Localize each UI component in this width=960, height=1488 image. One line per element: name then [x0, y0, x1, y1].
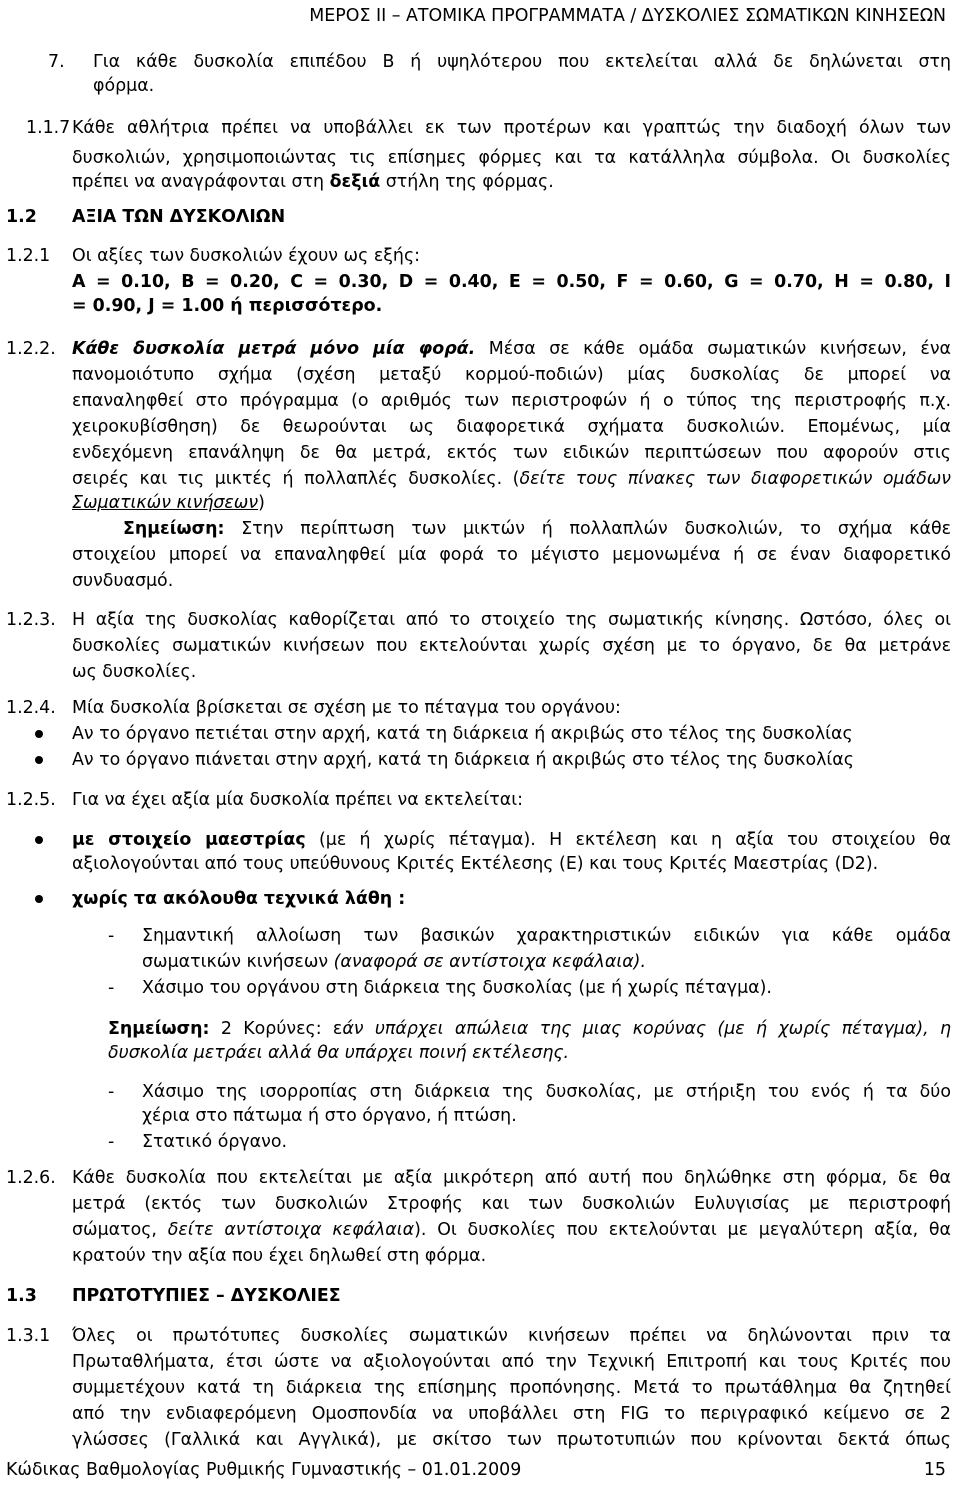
s125-dash1-line1: Σημαντική αλλοίωση των βασικών χαρακτηριστικών ειδικών για κάθε ομάδα [142, 926, 951, 946]
s123-line2: δυσκολίες σωματικών κινήσεων που εκτελούνται χωρίς σχέση με το όργανο, δε θα μετράνε [72, 636, 951, 656]
section-heading: ΠΡΩΤΟΤΥΠΙΕΣ – ΔΥΣΚΟΛΙΕΣ [72, 1286, 341, 1306]
dash-marker: - [108, 1082, 115, 1102]
s123-line3: ως δυσκολίες. [72, 662, 197, 682]
s117-line3: πρέπει να αναγράφονται στη δεξιά στήλη της φόρμας. [72, 172, 554, 192]
s122-line6: σειρές και τις μικτές ή πολλαπλές δυσκολίες. (δείτε τους πίνακες των διαφορετικών ομάδων [72, 469, 951, 489]
s125-dash4: Στατικό όργανο. [142, 1132, 288, 1152]
s124-bullet2: Αν το όργανο πιάνεται στην αρχή, κατά τη διάρκεια ή ακριβώς στο τέλος της δυσκολίας [72, 750, 854, 770]
s122-note-line2: στοιχείου μπορεί να επαναληφθεί μία φορά το μέγιστο μεμονωμένα ή σε έναν διαφορετικό [72, 545, 951, 565]
s125-dash2: Χάσιμο του οργάνου στη διάρκεια της δυσκολίας (με ή χωρίς πέταγμα). [142, 978, 772, 998]
s125-note-line1: Σημείωση: 2 Κορύνες: εάν υπάρχει απώλεια της μιας κορύνας (με ή χωρίς πέταγμα), η [108, 1019, 952, 1039]
item7-line1: Για κάθε δυσκολία επιπέδου B ή υψηλότερου που εκτελείται αλλά δε δηλώνεται στη [93, 52, 951, 72]
section-heading: ΑΞΙΑ ΤΩΝ ΔΥΣΚΟΛΙΩΝ [72, 207, 286, 227]
s124-line1: Μία δυσκολία βρίσκεται σε σχέση με το πέταγμα του οργάνου: [72, 698, 621, 718]
bullet-icon [35, 756, 43, 764]
dash-marker: - [108, 1132, 115, 1152]
section-number: 1.2.5. [6, 790, 56, 810]
s117-line1: Κάθε αθλήτρια πρέπει να υποβάλλει εκ των προτέρων και γραπτώς την διαδοχή όλων των [72, 118, 951, 138]
section-number: 1.2.2. [6, 339, 56, 359]
s125-dash3-line2: χέρια στο πάτωμα ή στο όργανο, ή πτώση. [142, 1106, 517, 1126]
s125-bullet1-line1: με στοιχείο μαεστρίας (με ή χωρίς πέταγμα). Η εκτέλεση και η αξία του στοιχείου θα [72, 830, 951, 850]
s121-values-line2: = 0.90, J = 1.00 ή περισσότερο. [72, 296, 383, 316]
s126-line4: κρατούν την αξία που έχει δηλωθεί στη φόρμα. [72, 1246, 487, 1266]
item7-line2: φόρμα. [93, 76, 155, 96]
s122-line7: Σωματικών κινήσεων) [72, 493, 265, 513]
s131-line4: από την ενδιαφερόμενη Ομοσπονδία να υποβάλλει στη FIG το περιγραφικό κείμενο σε 2 [72, 1404, 951, 1424]
s121-values-line1: A = 0.10, B = 0.20, C = 0.30, D = 0.40, E = 0.50, F = 0.60, G = 0.70, H = 0.80, I [72, 272, 951, 292]
s125-dash1-line2: σωματικών κινήσεων (αναφορά σε αντίστοιχα κεφάλαια). [142, 952, 646, 972]
s122-line1: Κάθε δυσκολία μετρά μόνο μία φορά. Μέσα σε κάθε ομάδα σωματικών κινήσεων, ένα [72, 339, 952, 359]
page-number: 15 [923, 1460, 946, 1480]
s125-bullet1-line2: αξιολογούνται από τους υπεύθυνους Κριτές Εκτέλεσης (E) και τους Κριτές Μαεστρίας (D2). [72, 854, 879, 874]
section-number: 1.3.1 [6, 1326, 51, 1346]
s131-line1: Όλες οι πρωτότυπες δυσκολίες σωματικών κινήσεων πρέπει να δηλώνονται πριν τα [72, 1326, 951, 1346]
s122-line3: επαναληφθεί στο πρόγραμμα (ο αριθμός των περιστροφών ή ο τύπος της περιστροφής π.χ. [72, 391, 951, 411]
section-number: 1.2.1 [6, 246, 51, 266]
bullet-icon [35, 730, 43, 738]
section-number: 1.1.7 [26, 118, 71, 138]
dash-marker: - [108, 926, 115, 946]
s122-line5: ενδεχόμενη επανάληψη δε θα μετρά, εκτός των ειδικών περιπτώσεων που αφορούν στις [72, 443, 951, 463]
s124-bullet1: Αν το όργανο πετιέται στην αρχή, κατά τη διάρκεια ή ακριβώς στο τέλος της δυσκολίας [72, 724, 853, 744]
dash-marker: - [108, 978, 115, 998]
s125-note-line2: δυσκολία μετράει αλλά θα υπάρχει ποινή εκτέλεσης. [108, 1043, 570, 1063]
note-label: Σημείωση: [108, 1019, 210, 1039]
s131-line5: γλώσσες (Γαλλικά και Αγγλικά), με σκίτσο των πρωτοτυπιών που κρίνονται δεκτά όπως [72, 1430, 951, 1450]
note-label: Σημείωση: [123, 519, 225, 539]
s125-dash3-line1: Χάσιμο της ισορροπίας στη διάρκεια της δυσκολίας, με στήριξη του ενός ή τα δύο [142, 1082, 951, 1102]
s126-line3: σώματος, δείτε αντίστοιχα κεφάλαια). Οι δυσκολίες που εκτελούνται με μεγαλύτερη αξία, θα [72, 1220, 951, 1240]
s117-line2: δυσκολιών, χρησιμοποιώντας τις επίσημες φόρμες και τα κατάλληλα σύμβολα. Οι δυσκολίες [72, 148, 951, 168]
s126-line1: Κάθε δυσκολία που εκτελείται με αξία μικρότερη από αυτή που δηλώθηκε στη φόρμα, δε θα [72, 1168, 951, 1188]
s122-line4: χειροκυβίσθηση) δε θεωρούνται ως διαφορετικά σχήματα δυσκολιών. Επομένως, μία [72, 417, 951, 437]
s131-line3: συμμετέχουν κατά τη διάρκεια της επίσημης προπόνησης. Μετά το πρωτάθλημα θα ζητηθεί [72, 1378, 951, 1398]
s125-bullet2: χωρίς τα ακόλουθα τεχνικά λάθη : [72, 889, 406, 909]
bullet-icon [35, 836, 43, 844]
bullet-icon [35, 895, 43, 903]
page-footer: Κώδικας Βαθμολογίας Ρυθμικής Γυμναστικής – 01.01.2009 [6, 1460, 522, 1480]
emphasis-right: δεξιά [329, 172, 381, 192]
heading-number: 1.3 [6, 1286, 37, 1306]
item-number: 7. [48, 52, 65, 72]
section-number: 1.2.6. [6, 1168, 56, 1188]
s131-line2: Πρωταθλήματα, έτσι ώστε να αξιολογούνται από την Τεχνική Επιτροπή και τους Κριτές που [72, 1352, 951, 1372]
section-number: 1.2.4. [6, 698, 56, 718]
section-number: 1.2.3. [6, 610, 56, 630]
page-header: ΜΕΡΟΣ ΙΙ – ΑΤΟΜΙΚΑ ΠΡΟΓΡΑΜΜΑΤΑ / ΔΥΣΚΟΛΙΕΣ ΣΩΜΑΤΙΚΩΝ ΚΙΝΗΣΕΩΝ [309, 6, 946, 26]
s125-line1: Για να έχει αξία μία δυσκολία πρέπει να εκτελείται: [72, 790, 523, 810]
s123-line1: Η αξία της δυσκολίας καθορίζεται από το στοιχείο της σωματικής κίνησης. Ωστόσο, όλες οι [72, 610, 951, 630]
s122-line2: πανομοιότυπο σχήμα (σχέση μεταξύ κορμού-ποδιών) μίας δυσκολίας δε μπορεί να [72, 365, 951, 385]
s122-note-line1: Σημείωση: Στην περίπτωση των μικτών ή πολλαπλών δυσκολιών, το σχήμα κάθε [123, 519, 951, 539]
s121-line1: Οι αξίες των δυσκολιών έχουν ως εξής: [72, 246, 421, 266]
heading-number: 1.2 [6, 207, 37, 227]
s126-line2: μετρά (εκτός των δυσκολιών Στροφής και των δυσκολιών Ευλυγισίας με περιστροφή [72, 1194, 951, 1214]
s122-note-line3: συνδυασμό. [72, 571, 174, 591]
